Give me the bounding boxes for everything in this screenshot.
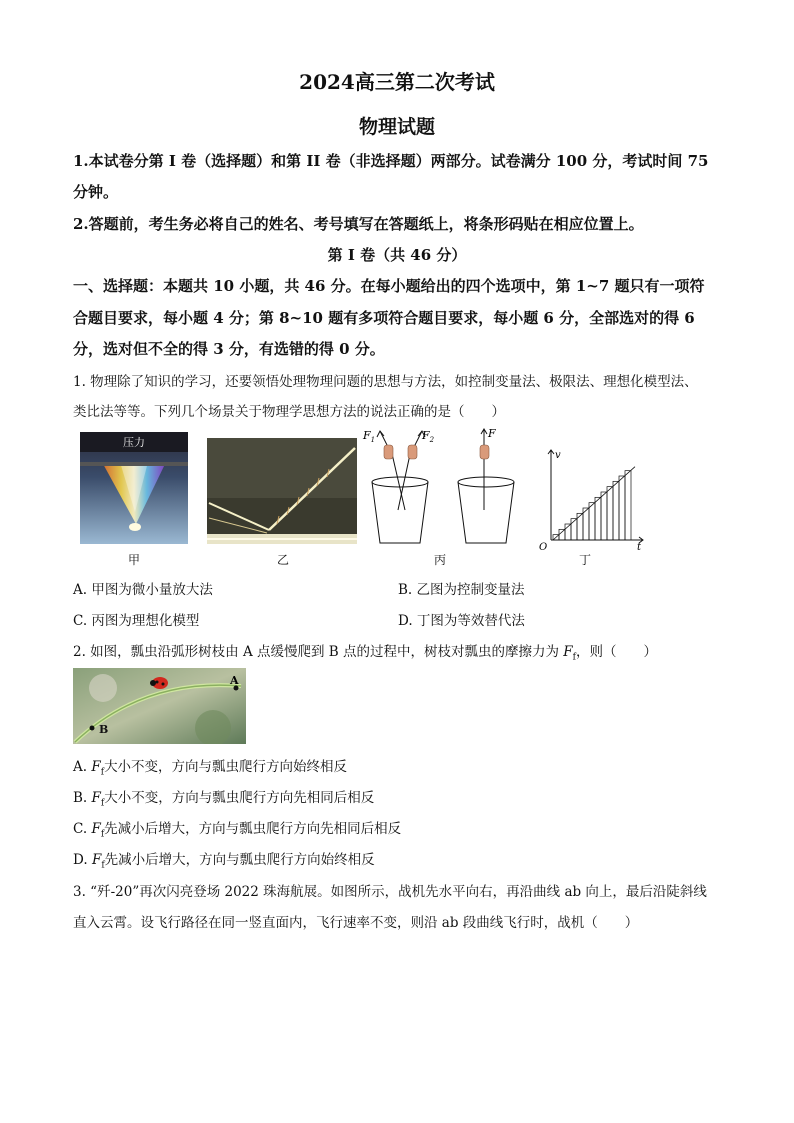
q2-option-c-symbol: F (91, 821, 101, 837)
q3-stem-line1: 3. “歼-20”再次闪亮登场 2022 珠海航展。如图所示，战机先水平向右，再沿曲线 ab 向上，最后沿陡斜线 (73, 884, 707, 900)
svg-text:F2 (421, 429, 435, 444)
q2-option-d-prefix: D. (73, 852, 88, 868)
step-bar (571, 519, 577, 540)
instruction-1: 1.本试卷分第 I 卷（选择题）和第 II 卷（非选择题）两部分。试卷满分 100 分，考试时间 75 (73, 152, 709, 170)
q1-option-d[interactable]: D. 丁图为等效替代法 (398, 613, 525, 629)
q1-option-a[interactable]: A. 甲图为微小量放大法 (73, 582, 213, 598)
axis-v-label: v (555, 450, 561, 461)
figure-bing-diagram (360, 425, 520, 550)
q2-ladybug-photo (73, 668, 246, 744)
q2-option-c[interactable] (73, 817, 401, 840)
section-desc-1: 一、选择题：本题共 10 小题，共 46 分。在每小题给出的四个选项中，第 1~7 题只有一项符 (73, 277, 705, 295)
caption-yi: 乙 (276, 553, 289, 567)
step-bar (589, 503, 595, 540)
figure-jia-photo (80, 432, 188, 544)
q2-friction-sub: f (572, 652, 577, 663)
q2-option-d-symbol: F (91, 852, 102, 868)
q2-option-b[interactable] (73, 786, 374, 809)
label-f1: F (363, 429, 371, 442)
step-bar (613, 481, 619, 540)
q2-stem-end: ，则（ ） (576, 644, 658, 660)
step-bar (595, 497, 601, 540)
q1-option-b[interactable]: B. 乙图为控制变量法 (398, 582, 525, 598)
step-bar (559, 529, 565, 540)
q2-friction-symbol: F (563, 644, 573, 660)
q2-option-a-text: 大小不变，方向与瓢虫爬行方向始终相反 (104, 759, 348, 775)
caption-jia: 甲 (127, 553, 140, 567)
pressure-label: 压力 (123, 436, 145, 449)
subject-title: 物理试题 (358, 116, 435, 138)
q2-option-b-symbol: F (91, 790, 101, 806)
section-desc-2: 合题目要求，每小题 4 分；第 8~10 题有多项符合题目要求，每小题 6 分，全部选对的得 6 (73, 309, 695, 327)
step-bar (625, 471, 631, 540)
caption-ding: 丁 (578, 553, 591, 567)
instruction-2: 2.答题前，考生务必将自己的姓名、考号填写在答题纸上，将条形码贴在相应位置上。 (73, 215, 644, 233)
step-bar (607, 487, 613, 540)
q2-option-a-sub: f (100, 767, 105, 778)
label-f1-sub: 1 (370, 436, 376, 444)
q2-option-c-text: 先减小后增大，方向与瓢虫爬行方向先相同后相反 (104, 821, 402, 837)
q2-option-a[interactable] (73, 755, 347, 778)
caption-bing: 丙 (433, 553, 446, 567)
q2-option-d-sub: f (101, 860, 105, 871)
q2-option-a-prefix: A. (73, 759, 88, 775)
figure-yi-photo (207, 438, 357, 544)
q2-stem (73, 640, 733, 663)
section-desc-3: 分，选对但不全的得 3 分，有选错的得 0 分。 (73, 340, 385, 358)
label-f2-sub: 2 (429, 436, 435, 444)
figure-ding-chart (537, 448, 647, 550)
q2-option-d[interactable] (73, 848, 375, 871)
q2-option-b-text: 大小不变，方向与瓢虫爬行方向先相同后相反 (104, 790, 375, 806)
axis-t-label: t (637, 542, 642, 550)
q3-stem-line2: 直入云霄。设飞行路径在同一竖直面内，飞行速率不变，则沿 ab 段曲线飞行时，战机（ ） (73, 915, 639, 931)
q2-option-b-prefix: B. (73, 790, 88, 806)
q2-stem-text: 2. 如图，瓢虫沿弧形树枝由 A 点缓慢爬到 B 点的过程中，树枝对瓢虫的摩擦力为 (73, 644, 564, 660)
trend-line (553, 467, 635, 540)
q2-option-a-symbol: F (91, 759, 101, 775)
q2-option-d-text: 先减小后增大，方向与瓢虫爬行方向始终相反 (104, 852, 375, 868)
q2-option-c-prefix: C. (73, 821, 88, 837)
q2-option-c-sub: f (100, 829, 105, 840)
q1-stem-line1: 1. 物理除了知识的学习，还要领悟处理物理问题的思想与方法，如控制变量法、极限法、理想化模型法、 (73, 374, 698, 390)
exam-title: 2024高三第二次考试 (299, 70, 495, 94)
point-a-label: A (230, 674, 239, 687)
point-b-label: B (99, 723, 109, 736)
origin-label: O (539, 542, 548, 550)
step-bar (619, 476, 625, 540)
instruction-1-cont: 分钟。 (73, 183, 119, 201)
step-bar (601, 492, 607, 540)
q1-option-c[interactable]: C. 丙图为理想化模型 (73, 613, 200, 629)
q1-stem-line2: 类比法等等。下列几个场景关于物理学思想方法的说法正确的是（ ） (73, 404, 505, 420)
label-f: F (488, 427, 496, 440)
q2-option-b-sub: f (100, 798, 105, 809)
label-f2: F (422, 429, 430, 442)
section-title: 第 I 卷（共 46 分） (327, 246, 467, 264)
svg-text:F1 (362, 429, 375, 444)
